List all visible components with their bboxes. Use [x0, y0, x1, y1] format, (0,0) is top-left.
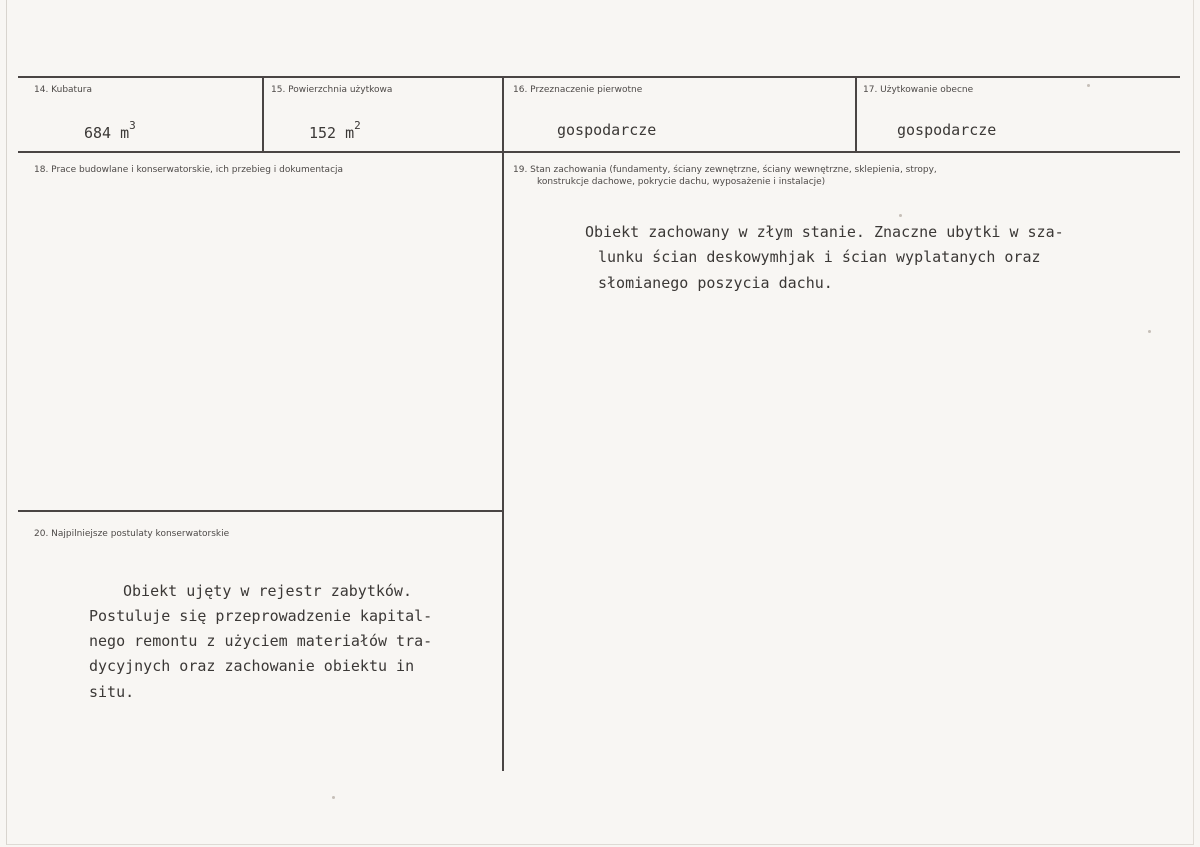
- field-19-text-line-2: lunku ścian deskowymhjak i ścian wyplatanych oraz: [598, 248, 1041, 266]
- divider-16-17: [855, 77, 857, 152]
- field-20-text-line-2: Postuluje się przeprowadzenie kapital-: [89, 607, 433, 625]
- central-vertical-divider: [502, 77, 504, 771]
- field-20-text-line-4: dycyjnych oraz zachowanie obiektu in: [89, 657, 415, 675]
- field-15-value: [309, 116, 361, 146]
- field-16-value: gospodarcze: [557, 121, 657, 139]
- field-17-value: gospodarcze: [897, 121, 997, 139]
- field-18-label: 18. Prace budowlane i konserwatorskie, ich przebieg i dokumentacja: [34, 165, 344, 175]
- area-exponent: 2: [354, 119, 361, 132]
- field-20-label: 20. Najpilniejsze postulaty konserwatorskie: [34, 529, 230, 539]
- paper-speck: [1087, 84, 1090, 87]
- paper-speck: [1148, 330, 1151, 333]
- top-rule: [18, 76, 1180, 78]
- field-20-text-line-3: nego remontu z użyciem materiałów tra-: [89, 632, 433, 650]
- field-14-label: 14. Kubatura: [34, 85, 93, 95]
- left-column-divider: [18, 510, 503, 512]
- row-divider: [18, 151, 1180, 153]
- divider-14-15: [262, 77, 264, 152]
- field-19-text-line-1: Obiekt zachowany w złym stanie. Znaczne ubytki w sza-: [585, 223, 1064, 241]
- field-19-label-line-2: konstrukcje dachowe, pokrycie dachu, wyposażenie i instalacje): [537, 177, 826, 187]
- area-value: 152 m: [309, 124, 355, 142]
- paper-speck: [899, 214, 902, 217]
- volume-exponent: 3: [129, 119, 136, 132]
- field-20-text-line-1: Obiekt ujęty w rejestr zabytków.: [123, 582, 412, 600]
- field-16-label: 16. Przeznaczenie pierwotne: [513, 85, 643, 95]
- field-17-label: 17. Użytkowanie obecne: [863, 85, 974, 95]
- volume-value: 684 m: [84, 124, 130, 142]
- field-19-label-line-1: 19. Stan zachowania (fundamenty, ściany zewnętrzne, ściany wewnętrzne, sklepienia, stropy,: [513, 165, 937, 175]
- field-14-value: [84, 116, 136, 146]
- field-20-text-line-5: situ.: [89, 683, 135, 701]
- field-15-label: 15. Powierzchnia użytkowa: [271, 85, 393, 95]
- field-19-text-line-3: słomianego poszycia dachu.: [598, 274, 833, 292]
- paper-speck: [332, 796, 335, 799]
